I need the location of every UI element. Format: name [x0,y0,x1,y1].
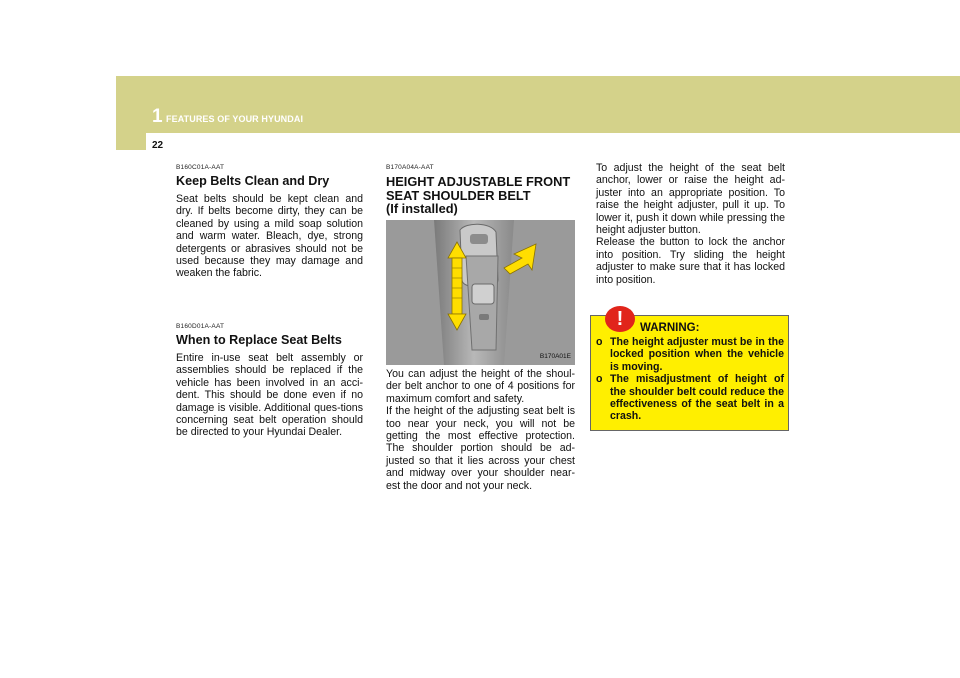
section-code: B170A04A-AAT [386,164,434,171]
page-number: 22 [152,140,164,151]
header-band-step [116,133,146,150]
middle-column [386,162,575,492]
chapter-number: 1 [152,106,163,127]
left-column [176,162,363,280]
section-title-line1: HEIGHT ADJUSTABLE FRONT [386,174,571,190]
adjust-instructions: To adjust the height of the seat belt anchor, lower or raise the height ad-juster into an appropriate position. To raise the height adjuster, pull it up. To lower it, push it down while pressing the height adjuster button. [596,162,785,237]
warning-item [596,336,784,373]
section-code: B160D01A-AAT [176,323,225,330]
section-body: Seat belts should be kept clean and dry. If belts become dirty, they can be cleaned by using a mild soap solution and warm water. Bleach, dye, strong detergents or abrasives should not be used because they may damage and weaken the fabric. [176,192,363,280]
warning-item [596,373,784,423]
section-body-2: If the height of the adjusting seat belt is too near your neck, you will not be getting the most effective protection. The shoulder portion should be ad-justed so that it lies across your chest and midway over your shoulder near-est the door and not your neck. [386,405,575,492]
section-body-1: You can adjust the height of the shoul-der belt anchor to one of 4 positions for maximum comfort and safety. [386,367,575,405]
warning-icon: ! [605,306,635,332]
warning-title: WARNING: [640,322,700,334]
seat-belt-illustration-svg [386,220,575,365]
warning-item-text: The height adjuster must be in the locked position when the vehicle is moving. [610,336,784,373]
section-title: Keep Belts Clean and Dry [176,174,330,189]
chapter-title: FEATURES OF YOUR HYUNDAI [166,114,304,124]
bullet: o [596,336,603,348]
seat-belt-height-adjuster-illustration [386,220,575,365]
figure-code: B170A01E [539,352,571,360]
section-title-line2: SEAT SHOULDER BELT [386,187,531,203]
left-column-2 [176,321,363,439]
lock-instructions: Release the button to lock the anchor into position. Try sliding the height adjuster to make sure that it has locked into position. [596,236,785,286]
right-column [596,162,785,286]
bullet: o [596,373,603,386]
header-band [116,76,960,133]
section-body: Entire in-use seat belt assembly or assemblies should be replaced if the vehicle has been involved in an acci-dent. This should be done even if no damage is visible. Additional ques-tions concerning seat belt operation should be directed to your Hyundai Dealer. [176,351,363,439]
section-title: When to Replace Seat Belts [176,333,342,348]
warning-list [596,336,784,423]
warning-item-text: The misadjustment of height of the shoulder belt could reduce the effectiveness of the seat belt in a crash. [610,373,784,423]
section-code: B160C01A-AAT [176,164,225,171]
section-title-line3: (If installed) [386,201,458,217]
